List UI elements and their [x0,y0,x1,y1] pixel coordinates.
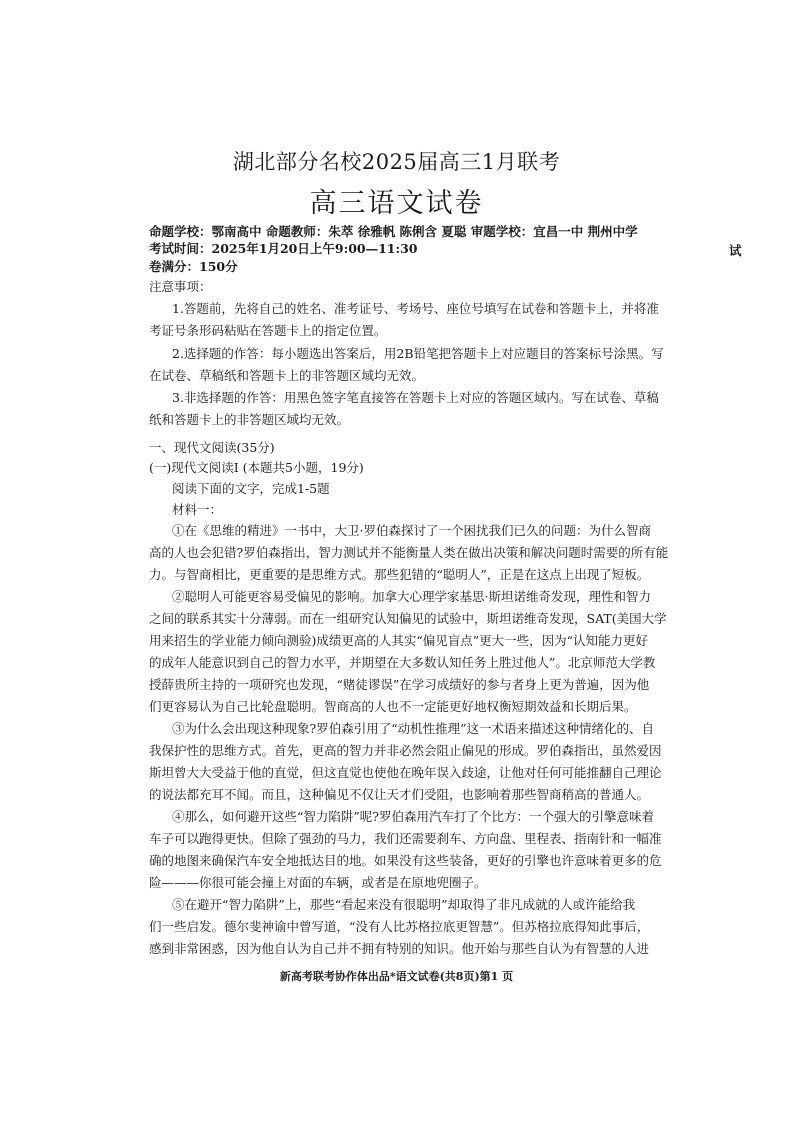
body-line: 确的地图来确保汽车安全地抵达目的地。如果没有这些装备，更好的引擎也许意味着更多的危 [149,853,662,868]
section-heading: 一、现代文阅读(35分) [149,440,275,455]
note-line: 纸和答题卡上的非答题区域均无效。 [149,412,350,427]
body-line: 险———你很可能会撞上对面的车辆，或者是在原地兜圈子。 [149,875,487,890]
exam-time-line: 考试时间：2025年1月20日上午9:00—11:30 [149,241,418,256]
material-label: 材料一： [172,502,223,517]
body-line: 车子可以跑得更快。但除了强劲的马力，我们还需要刹车、方向盘、里程表、指南针和一幅准 [149,831,662,846]
body-line: 们更容易认为自己比轮盘聪明。智商高的人也不一定能更好地权衡短期效益和长期后果。 [149,699,637,714]
exam-time-line-tail: 试 [729,243,742,258]
body-line: 的说法都充耳不闻。而且，这种偏见不仅让天才们受阻，也影响着那些智商稍高的普通人。 [149,787,650,802]
exam-score-line: 卷满分：150分 [149,259,238,274]
note-line: 考证号条形码粘贴在答题卡上的指定位置。 [149,323,387,338]
note-line: 2.选择题的作答：每小题选出答案后，用2B铅笔把答题卡上对应题目的答案标号涂黑。写 [172,346,664,361]
notes-heading: 注意事项： [149,279,212,294]
body-line: 高的人也会犯错?罗伯森指出，智力测试并不能衡量人类在做出决策和解决问题时需要的所有能 [149,545,669,560]
exam-authors-line: 命题学校：鄂南高中 命题教师：朱萃 徐雅帆 陈俐含 夏聪 审题学校：宜昌一中 荆州中学 [149,224,638,239]
note-line: 3.非选择题的作答：用黑色签字笔直接答在答题卡上对应的答题区域内。写在试卷、草稿 [172,390,659,405]
exam-subtitle: 高三语文试卷 [309,188,484,219]
body-line: 的成年人能意识到自己的智力水平，并期望在大多数认知任务上胜过他人”。北京师范大学教 [149,655,656,670]
note-line: 在试卷、草稿纸和答题卡上的非答题区域均无效。 [149,368,425,383]
body-line: 授薛贵所主持的一项研究也发现，“赌徒谬误”在学习成绩好的参与者身上更为普遍，因为他 [149,677,650,692]
body-line: 们一些启发。德尔斐神谕中曾写道，“没有人比苏格拉底更智慧”。但苏格拉底得知此事后， [149,919,650,934]
body-line: ⑤在避开“智力陷阱”上，那些“看起来没有很聪明”却取得了非凡成就的人或许能给我 [172,897,636,912]
body-line: ②聪明人可能更容易受偏见的影响。加拿大心理学家基思·斯坦诺维奇发现，理性和智力 [172,589,651,604]
body-line: 斯坦曾大大受益于他的直觉，但这直觉也使他在晚年误入歧途，让他对任何可能推翻自己理论 [149,765,662,780]
body-line: ④那么，如何避开这些“智力陷阱”呢?罗伯森用汽车打了个比方：一个强大的引擎意味着 [172,809,654,824]
note-line: 1.答题前，先将自己的姓名、准考证号、考场号、座位号填写在试卷和答题卡上，并将准 [172,301,659,316]
page-footer: 新高考联考协作体出品*语文试卷(共8页)第1 页 [279,970,514,983]
exam-title: 湖北部分名校2025届高三1月联考 [232,150,561,174]
body-line: 感到非常困惑，因为他自认为自己并不拥有特别的知识。他开始与那些自认为有智慧的人进 [149,941,650,956]
body-line: 之间的联系其实十分薄弱。而在一组研究认知偏见的试验中，斯坦诺维奇发现，SAT(美国大学 [149,611,667,626]
section-instruction: 阅读下面的文字，完成1-5题 [172,481,330,496]
body-line: ③为什么会出现这种现象?罗伯森引用了“动机性推理”这一术语来描述这种情绪化的、自 [172,721,654,736]
body-line: 我保护性的思维方式。首先，更高的智力并非必然会阻止偏见的形成。罗伯森指出，虽然爱因 [149,743,662,758]
body-line: 力。与智商相比，更重要的是思维方式。那些犯错的“聪明人”，正是在这点上出现了短板。 [149,567,650,582]
body-line: 用来招生的学业能力倾向测验)成绩更高的人其实“偏见盲点”更大一些，因为“认知能力更好 [149,633,649,648]
section-subheading: (一)现代文阅读Ⅰ (本题共5小题，19分) [149,460,364,475]
body-line: ①在《思维的精进》一书中，大卫·罗伯森探讨了一个困扰我们已久的问题：为什么智商 [172,523,651,538]
